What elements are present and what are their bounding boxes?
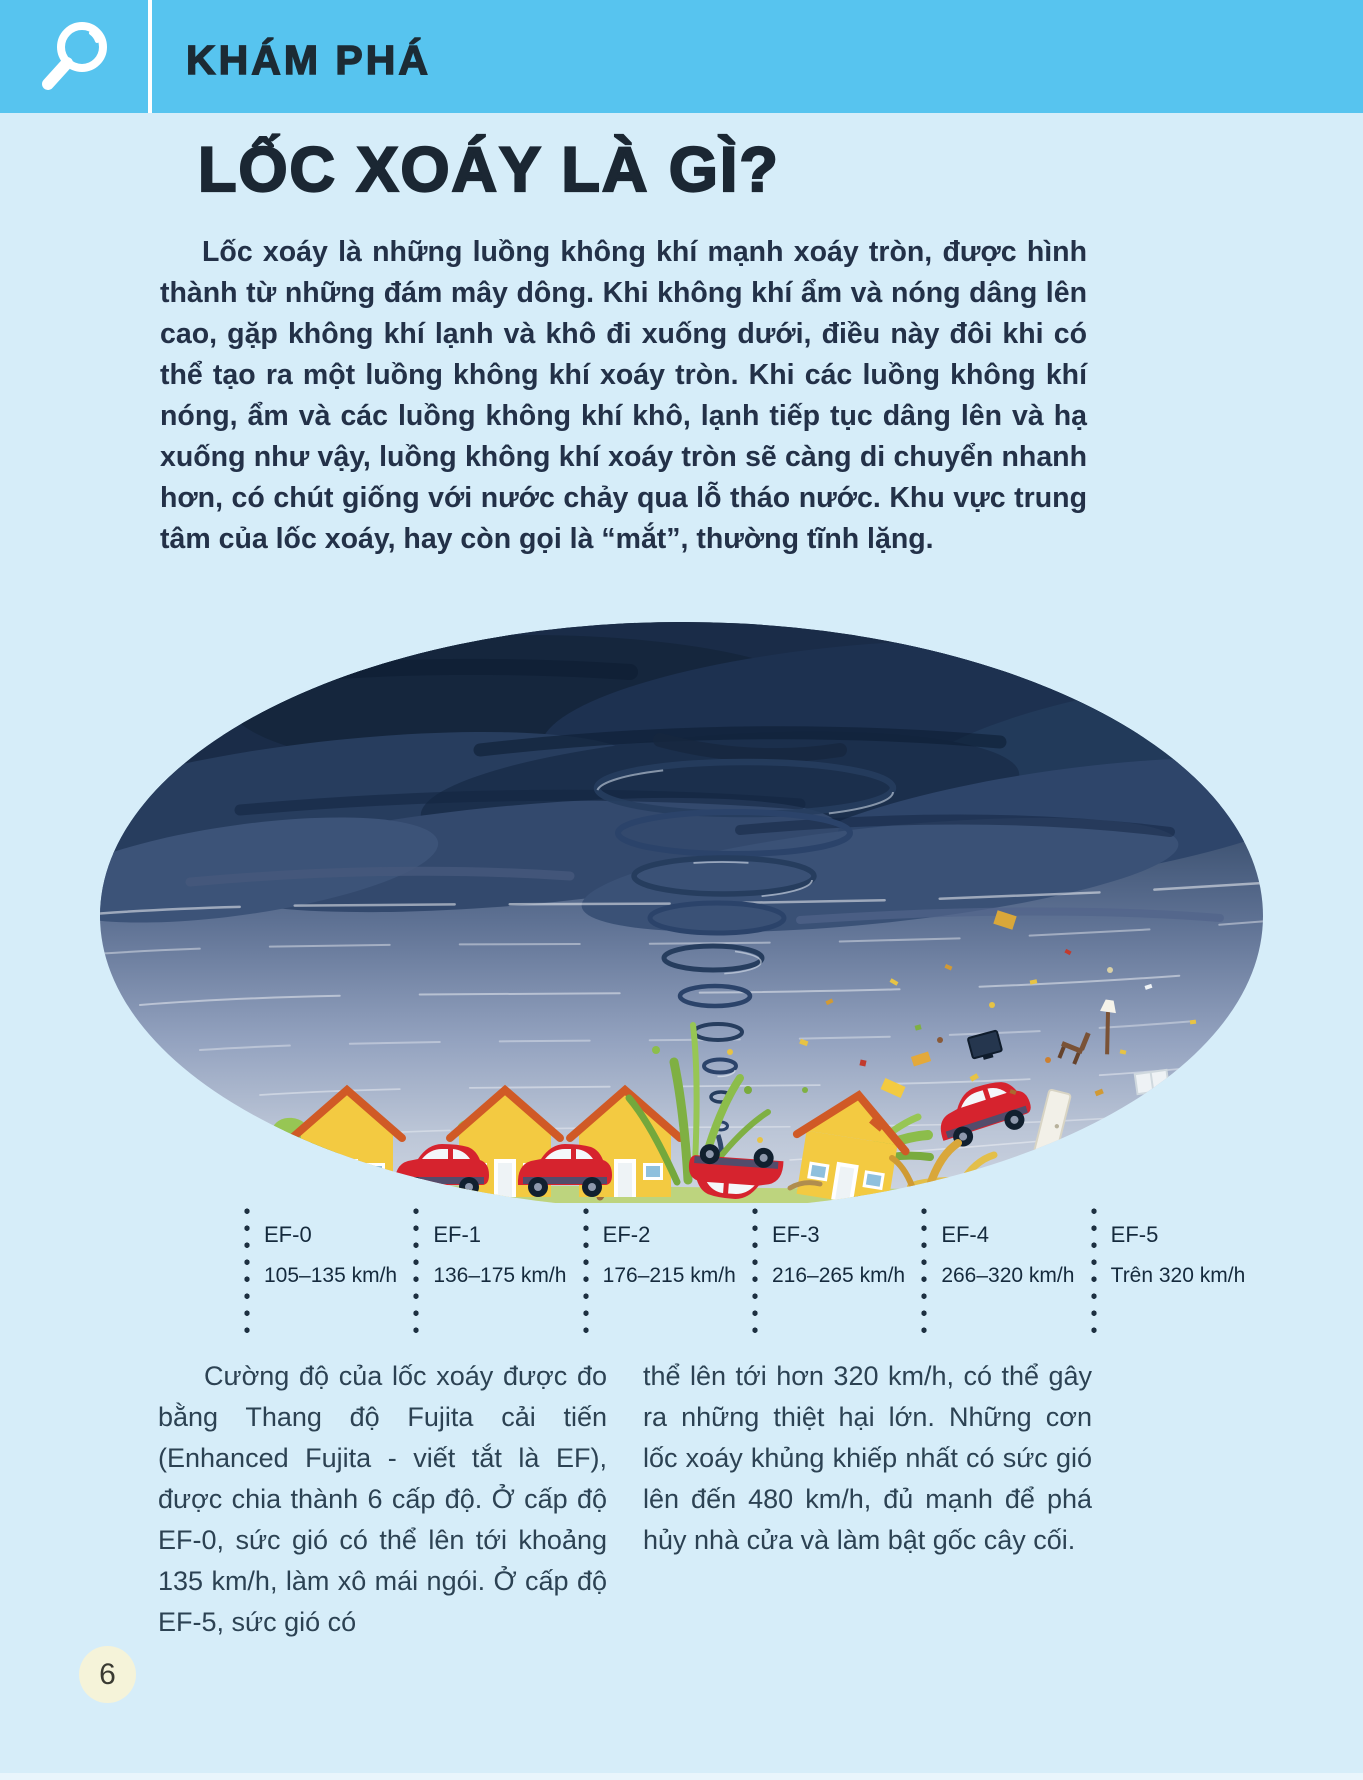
- ef-speed: 266–320 km/h: [941, 1264, 1075, 1287]
- ef-column-1: [413, 1208, 582, 1342]
- page-number-badge: [79, 1646, 136, 1703]
- ef-dotted-line: [413, 1208, 419, 1342]
- ef-label: EF-5: [1110, 1222, 1159, 1247]
- body-text-columns: [158, 1356, 1092, 1643]
- ef-scale-legend: [244, 1208, 1260, 1342]
- ef-label: EF-4: [941, 1222, 989, 1247]
- car-ef0: [238, 1144, 332, 1197]
- intro-paragraph: Lốc xoáy là những luồng không khí mạnh xoáy tròn, được hình thành từ những đám mây dông. Khi không khí ẩm và nóng dâng lên cao, gặp không khí lạnh và khô đi xuống dưới, điều này đôi khi có thể tạo ra một luồng không khí xoáy tròn. Khi các luồng không khí nóng, ẩm và các luồng không khí khô, lạnh tiếp tục dâng lên và hạ xuống như vậy, luồng không khí xoáy tròn sẽ càng di chuyển nhanh hơn, có chút giống với nước chảy qua lỗ tháo nước. Khu vực trung tâm của lốc xoáy, hay còn gọi là “mắt”, thường tĩnh lặng.: [160, 236, 1087, 556]
- column-left: Cường độ của lốc xoáy được đo bằng Thang độ Fujita cải tiến (Enhanced Fujita - viết tắt là EF), được chia thành 6 cấp độ. Ở cấp độ EF-0, sức gió có thể lên tới khoảng 135 km/h, làm xô mái ngói. Ở cấp độ EF-5, sức gió có: [158, 1361, 607, 1638]
- ef-dotted-line: [244, 1208, 250, 1342]
- magnifier-icon: [34, 17, 114, 97]
- ef-column-4: [921, 1208, 1090, 1342]
- ef-speed: 176–215 km/h: [602, 1264, 736, 1287]
- header-band: [0, 0, 1363, 113]
- ef-column-0: [244, 1208, 413, 1342]
- ef-column-2: [583, 1208, 752, 1342]
- ef-column-3: [752, 1208, 921, 1342]
- ef-speed: 136–175 km/h: [433, 1264, 567, 1287]
- ef-label: EF-3: [771, 1222, 820, 1247]
- ef-speed: 216–265 km/h: [771, 1264, 906, 1287]
- page-number: 6: [99, 1657, 116, 1691]
- ef-dotted-line: [583, 1208, 589, 1342]
- ef-label: EF-0: [264, 1222, 312, 1247]
- ef-label: EF-2: [602, 1222, 651, 1247]
- ef-dotted-line: [921, 1208, 927, 1342]
- header-divider: [148, 0, 152, 113]
- ef-label: EF-1: [433, 1222, 482, 1247]
- ef-dotted-line: [1091, 1208, 1097, 1342]
- debris-window-frame: [1135, 1070, 1169, 1094]
- tornado-illustration: [100, 620, 1263, 1203]
- illustration-container: [100, 620, 1263, 1203]
- page-title: LỐC XOÁY LÀ GÌ?: [198, 135, 780, 205]
- column-right: thể lên tới hơn 320 km/h, có thể gây ra những thiệt hại lớn. Những cơn lốc xoáy khủng khiếp nhất có sức gió lên đến 480 km/h, đủ mạnh để phá hủy nhà cửa và làm bật gốc cây cối.: [643, 1361, 1092, 1556]
- page-bottom-edge: [0, 1773, 1363, 1780]
- section-label: KHÁM PHÁ: [186, 37, 431, 83]
- header-icon-box: [0, 0, 148, 113]
- ef-speed: Trên 320 km/h: [1110, 1264, 1246, 1287]
- ef-dotted-line: [752, 1208, 758, 1342]
- ef-speed: 105–135 km/h: [264, 1264, 398, 1287]
- ef-column-5: [1091, 1208, 1260, 1342]
